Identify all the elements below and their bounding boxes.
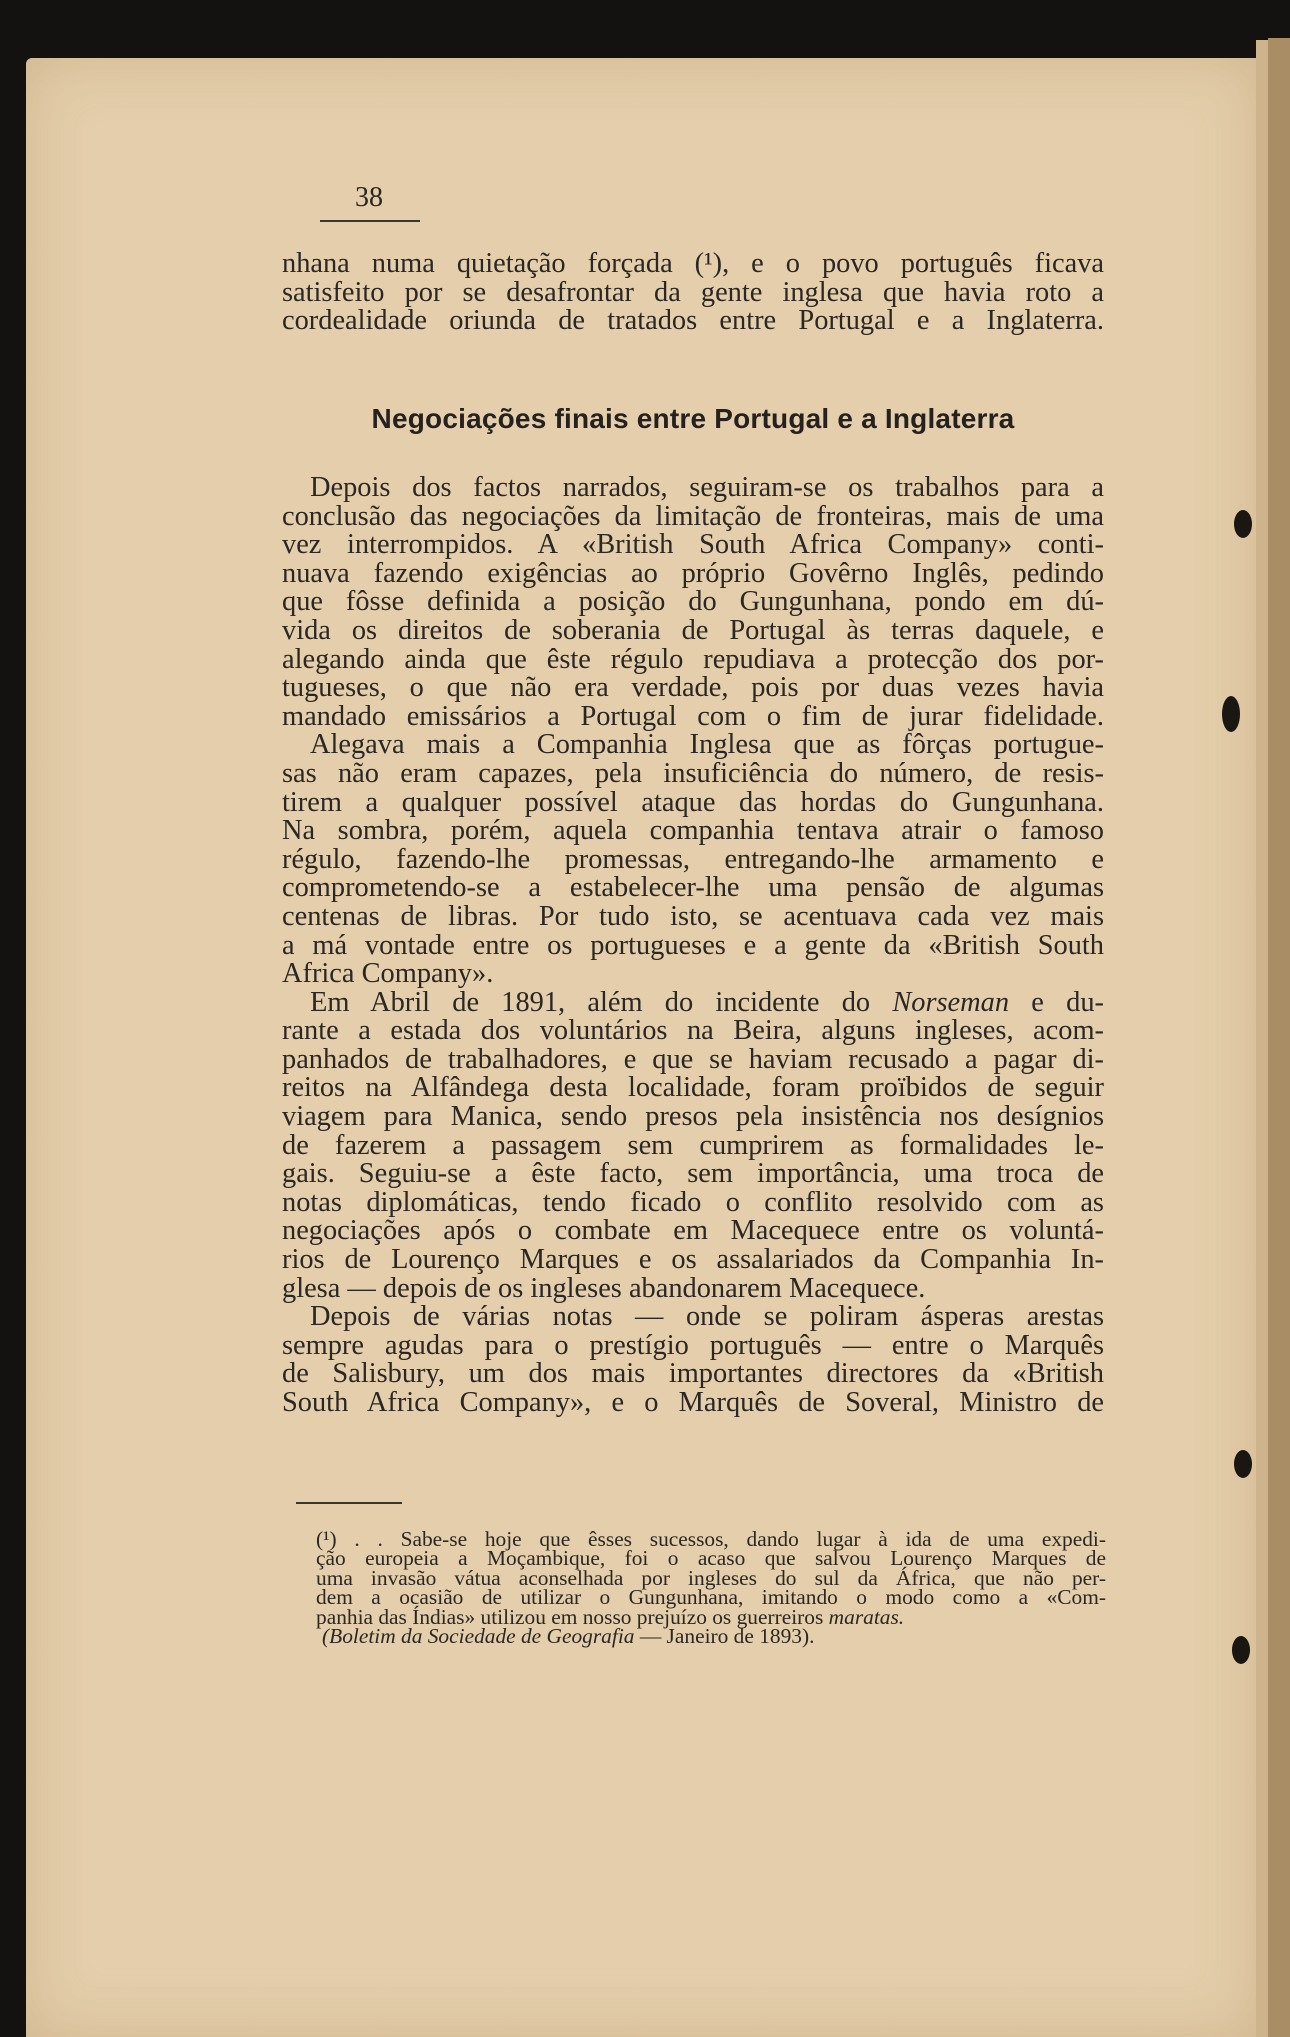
page-number-rule	[320, 220, 420, 222]
text-line: Na sombra, porém, aquela companhia tentava atrair o famoso	[282, 815, 1104, 847]
text-span: panhia das Índias» utilizou em nosso prejuízo os guerreiros	[316, 1604, 829, 1629]
text-line: alegando ainda que êste régulo repudiava a protecção dos por-	[282, 643, 1104, 675]
text-line: vez interrompidos. A «British South Africa Company» conti-	[282, 529, 1104, 561]
text-line: gais. Seguiu-se a êste facto, sem importância, uma troca de	[282, 1158, 1104, 1190]
binding-hole	[1232, 1636, 1250, 1664]
binding-hole	[1234, 1450, 1252, 1478]
text-line: vida os direitos de soberania de Portugal às terras daquele, e	[282, 614, 1104, 646]
citation-source: (Boletim da Sociedade de Geografia	[322, 1624, 635, 1649]
text-span: Em Abril de 1891, além do incidente do	[310, 986, 893, 1018]
text-line: Depois dos factos narrados, seguiram-se os trabalhos para a	[310, 472, 1104, 503]
italic-term: maratas.	[828, 1604, 905, 1629]
text-line: satisfeito por se desafrontar da gente inglesa que havia roto a	[282, 276, 1104, 308]
text-line: reitos na Alfândega desta localidade, foram proïbidos de seguir	[282, 1072, 1104, 1104]
text-line: nuava fazendo exigências ao próprio Govêrno Inglês, pedindo	[282, 557, 1104, 589]
text-line: notas diplomáticas, tendo ficado o conflito resolvido com as	[282, 1186, 1104, 1218]
ship-name: Norseman	[892, 986, 1010, 1018]
text-line: sempre agudas para o prestígio português — entre o Marquês	[282, 1329, 1104, 1361]
text-line: cordealidade oriunda de tratados entre Portugal e a Inglaterra.	[282, 305, 1104, 337]
text-line: rios de Lourenço Marques e os assalariados da Companhia In-	[282, 1244, 1104, 1276]
text-line: de fazerem a passagem sem cumprirem as formalidades le-	[282, 1129, 1104, 1161]
text-line: tugueses, o que não era verdade, pois por duas vezes havia	[282, 672, 1104, 704]
text-line: de Salisbury, um dos mais importantes directores da «British	[282, 1358, 1104, 1390]
footnote-line: dem a ocasião de utilizar o Gungunhana, imitando o modo como a «Com-	[316, 1585, 1106, 1610]
footnote-rule	[296, 1502, 402, 1504]
text-line: a má vontade entre os portugueses e a gente da «British South	[282, 929, 1104, 961]
footnote-line: (¹) . . Sabe-se hoje que êsses sucessos, dando lugar à ida de uma expedi-	[316, 1527, 1106, 1551]
text-line: Alegava mais a Companhia Inglesa que as fôrças portugue-	[310, 729, 1104, 761]
text-line: que fôsse definida a posição do Gungunhana, pondo em dú-	[282, 586, 1104, 618]
page-number: 38	[355, 182, 383, 213]
text-line: glesa — depois de os ingleses abandonarem Macequece.	[282, 1272, 926, 1304]
footnote-line: uma invasão vátua aconselhada por ingleses do sul da África, que não per-	[316, 1565, 1106, 1590]
text-line: negociações após o combate em Macequece entre os voluntá-	[282, 1215, 1104, 1247]
text-line: sas não eram capazes, pela insuficiência do número, de resis-	[282, 757, 1104, 789]
page-edge	[1256, 40, 1268, 2037]
text-line: centenas de libras. Por tudo isto, se acentuava cada vez mais	[282, 900, 1104, 932]
text-line	[282, 986, 1104, 1018]
citation-date: — Janeiro de 1893).	[634, 1624, 815, 1649]
page-edge-shadow	[1268, 38, 1290, 2037]
text-span: e du-	[1009, 986, 1104, 1018]
footnote-line: ção europeia a Moçambique, foi o acaso que salvou Lourenço Marques de	[316, 1546, 1106, 1571]
text-line: conclusão das negociações da limitação de fronteiras, mais de uma	[282, 500, 1104, 532]
text-line: panhados de trabalhadores, e que se haviam recusado a pagar di-	[282, 1043, 1104, 1075]
intro-paragraph	[282, 250, 1104, 336]
text-line: tirem a qualquer possível ataque das hordas do Gungunhana.	[282, 786, 1104, 818]
binding-hole	[1234, 510, 1252, 538]
text-line: comprometendo-se a estabelecer-lhe uma pensão de algumas	[282, 872, 1104, 904]
footnote	[316, 1527, 1106, 1649]
text-line: Depois de várias notas — onde se poliram ásperas arestas	[310, 1301, 1104, 1333]
text-line: rante a estada dos voluntários na Beira, alguns ingleses, acom-	[282, 1015, 1104, 1047]
binding-hole	[1222, 696, 1240, 732]
footnote-citation	[316, 1624, 1106, 1649]
text-line: viagem para Manica, sendo presos pela insistência nos desígnios	[282, 1101, 1104, 1133]
text-line: Africa Company».	[282, 958, 494, 990]
text-line: South Africa Company», e o Marquês de Soveral, Ministro de	[282, 1387, 1104, 1418]
text-line: régulo, fazendo-lhe promessas, entregando-lhe armamento e	[282, 843, 1104, 875]
body-text	[282, 474, 1104, 1418]
text-line: mandado emissários a Portugal com o fim de jurar fidelidade.	[282, 700, 1104, 732]
section-heading: Negociações finais entre Portugal e a Inglaterra	[371, 403, 1015, 434]
text-line: nhana numa quietação forçada (¹), e o povo português ficava	[282, 248, 1104, 279]
